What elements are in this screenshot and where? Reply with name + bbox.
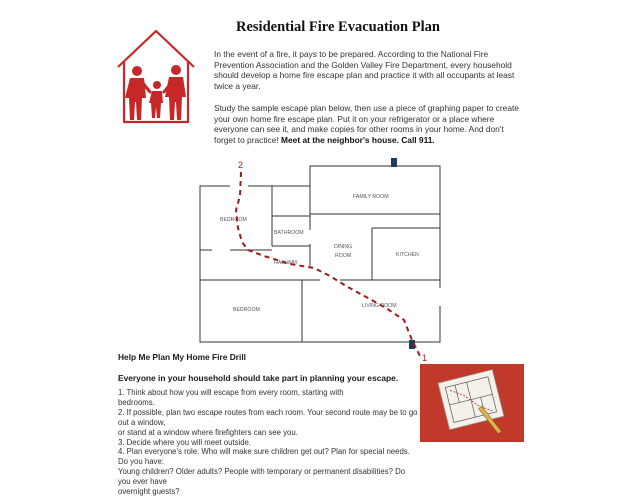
room-label-bathroom: BATHROOM: [274, 230, 304, 236]
list-item: bedrooms.: [118, 397, 155, 407]
drill-heading: Help Me Plan My Home Fire Drill: [118, 352, 246, 362]
steps-list: [118, 388, 418, 497]
floor-plan: [190, 156, 442, 366]
room-label-kitchen: KITCHEN: [396, 252, 419, 258]
room-label-family-room: FAMILY ROOM: [353, 194, 389, 200]
list-item: or stand at a window where firefighters can see you.: [118, 427, 298, 437]
everyone-heading: Everyone in your household should take part in planning your escape.: [118, 373, 399, 383]
list-item: 3. Decide where you will meet outside.: [118, 437, 252, 447]
list-item: 2. If possible, plan two escape routes from each room. Your second route may be to go out a window,: [118, 407, 418, 427]
escape-plan-sketch-photo: [420, 364, 524, 442]
meeting-instruction: Meet at the neighbor's house. Call 911.: [281, 134, 435, 145]
escape-route-2: [236, 172, 420, 356]
list-item: 1. Think about how you will escape from every room, starting with: [118, 388, 344, 397]
list-item: overnight guests?: [118, 487, 180, 497]
room-label-bedroom-top: BEDROOM: [220, 217, 247, 223]
list-item: 4. Plan everyone's role. Who will make sure children get out? Plan for special needs. Do you have:: [118, 447, 410, 467]
page-title: Residential Fire Evacuation Plan: [236, 19, 440, 35]
intro-paragraph: In the event of a fire, it pays to be prepared. According to the National Fire Prevention Association and the Golden Valley Fire Department, every household should develop a home fire escape plan and practice it with all occupants at least twice a year.: [214, 49, 515, 91]
route-2-marker: 2: [238, 160, 244, 170]
study-text: Study the sample escape plan below, then use a piece of graphing paper to create your own home fire escape plan. Put it on your refrigerator or a place where everyone can see it, and make copies for other rooms in your home. And don't forget to practice!: [214, 103, 519, 145]
room-label-bedroom-bottom: BEDROOM: [233, 307, 260, 313]
route-1-marker: 1: [422, 353, 428, 363]
room-label-hallway: HALLWAY: [274, 260, 298, 266]
room-label-dining-1: DINING: [334, 244, 353, 250]
front-door: [391, 158, 397, 167]
family-house-logo: [110, 26, 202, 127]
list-item: Young children? Older adults? People with temporary or permanent disabilities? Do you ever have: [118, 467, 406, 487]
room-label-living-room: LIVING ROOM: [362, 303, 397, 309]
room-label-dining-2: ROOM: [335, 253, 352, 259]
study-paragraph: [214, 103, 520, 145]
